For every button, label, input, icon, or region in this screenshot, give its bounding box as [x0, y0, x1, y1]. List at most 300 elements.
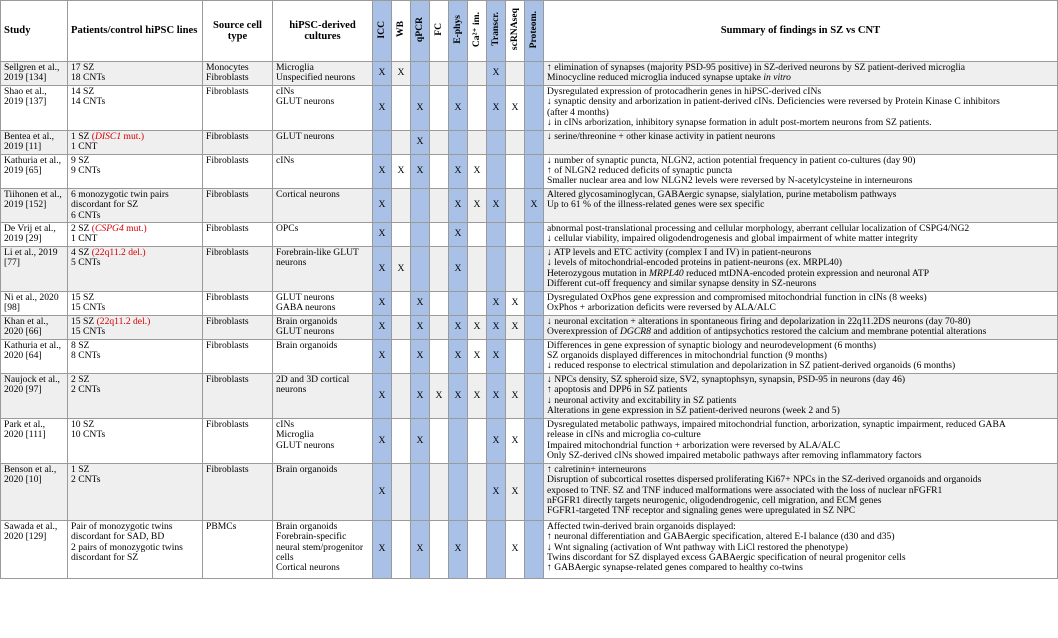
lines-line: discordant for SZ — [71, 551, 139, 563]
study-cell — [1, 188, 68, 222]
method-ca-imaging-cell — [468, 463, 487, 520]
cultures-line: GLUT neurons — [276, 326, 335, 338]
study-line: [98] — [4, 302, 20, 314]
cultures-line: cells — [276, 551, 294, 563]
method-ca-imaging-cell: X — [468, 188, 487, 222]
summary-line: Dysregulated OxPhos gene expression and compromised mitochondrial function in cINs (8 weeks) — [547, 291, 927, 303]
summary-line: Impaired mitochondrial function + arborization were reversed by ALA/ALC — [547, 439, 841, 451]
study-cell — [1, 291, 68, 315]
summary-line: ↓ neuronal excitation + alterations in spontaneous firing and depolarization in 22q11.2DS neurons (day 70-80) — [547, 315, 971, 327]
lines-line: 2 CNTs — [71, 384, 101, 396]
study-cell — [1, 418, 68, 463]
method-ca-imaging-cell — [468, 520, 487, 578]
lines-cell — [68, 463, 203, 520]
method-wb-cell: X — [392, 246, 411, 291]
summary-line: release in cINs and microglia co-culture — [547, 429, 701, 441]
study-line: 2019 [134] — [4, 72, 47, 84]
lines-line: 1 SZ — [71, 463, 90, 475]
method-scrnaseq-cell — [506, 246, 525, 291]
summary-line: Overexpression of DGCR8 and addition of antipsychotics restored the calcium and membrane potential alterations — [547, 326, 987, 338]
lines-cell — [68, 418, 203, 463]
method-proteom-cell — [525, 339, 544, 373]
method-wb-cell: X — [392, 154, 411, 188]
summary-line: ↑ apoptosis and DPP6 in SZ patients — [547, 384, 688, 396]
method-transcr-cell: X — [487, 463, 506, 520]
method-scrnaseq-cell — [506, 339, 525, 373]
summary-cell — [544, 339, 1058, 373]
source-line: Fibroblasts — [206, 188, 249, 200]
table-row — [1, 418, 1058, 463]
method-qpcr-cell: X — [411, 154, 430, 188]
table-row — [1, 130, 1058, 154]
method-fc-cell — [430, 418, 449, 463]
method-fc-cell: X — [430, 373, 449, 418]
method-transcr-cell: X — [487, 188, 506, 222]
lines-line: 1 SZ (DISC1 mut.) — [71, 130, 145, 142]
source-line: Fibroblasts — [206, 291, 249, 303]
method-wb-cell — [392, 418, 411, 463]
method-icc-cell: X — [373, 339, 392, 373]
cultures-cell — [273, 463, 373, 520]
lines-line: 5 CNTs — [71, 257, 101, 269]
method-transcr-cell: X — [487, 418, 506, 463]
lines-line: 15 SZ (22q11.2 del.) — [71, 315, 151, 327]
lines-line: 14 CNTs — [71, 96, 106, 108]
study-line: Kathuria et al., — [4, 154, 62, 166]
header-method-transcr: Transcr. — [487, 1, 506, 62]
source-line: Fibroblasts — [206, 418, 249, 430]
lines-cell — [68, 315, 203, 339]
study-line: Ni et al., 2020 — [4, 291, 59, 303]
method-proteom-cell — [525, 520, 544, 578]
table-row — [1, 339, 1058, 373]
study-line: 2019 [11] — [4, 141, 42, 153]
method-proteom-cell: X — [525, 188, 544, 222]
method-proteom-cell — [525, 373, 544, 418]
study-line: Khan et al., — [4, 315, 49, 327]
study-line: Benson et al., — [4, 463, 57, 475]
study-cell — [1, 373, 68, 418]
source-line: Fibroblasts — [206, 154, 249, 166]
summary-line: Twins discordant for SZ displayed excess GABAergic specification of neural progenitor cells — [547, 551, 906, 563]
source-cell — [203, 373, 273, 418]
method-icc-cell: X — [373, 85, 392, 130]
method-icc-cell: X — [373, 188, 392, 222]
summary-line: ↑ GABAergic synapse-related genes compared to healthy co-twins — [547, 562, 803, 574]
summary-line: SZ organoids displayed differences in mitochondrial function (9 months) — [547, 349, 827, 361]
lines-line: discordant for SAD, BD — [71, 531, 165, 543]
method-fc-cell — [430, 315, 449, 339]
method-ephys-cell: X — [449, 85, 468, 130]
method-transcr-cell: X — [487, 315, 506, 339]
cultures-cell — [273, 339, 373, 373]
method-ephys-cell: X — [449, 520, 468, 578]
cultures-cell — [273, 188, 373, 222]
study-line: 2020 [97] — [4, 384, 42, 396]
study-cell — [1, 463, 68, 520]
lines-cell — [68, 373, 203, 418]
summary-line: ↓ number of synaptic puncta, NLGN2, action potential frequency in patient co-cultures (day 90) — [547, 154, 916, 166]
method-scrnaseq-cell: X — [506, 463, 525, 520]
cultures-line: GLUT neurons — [276, 439, 335, 451]
lines-line: 2 pairs of monozygotic twins — [71, 541, 183, 553]
cultures-line: Brain organoids — [276, 315, 338, 327]
method-qpcr-cell — [411, 463, 430, 520]
method-ca-imaging-cell — [468, 223, 487, 247]
summary-line: ↓ cellular viability, impaired oligodendrogenesis and global impairment of white matter integrity — [547, 233, 918, 245]
method-transcr-cell — [487, 130, 506, 154]
table-row — [1, 291, 1058, 315]
method-transcr-cell: X — [487, 85, 506, 130]
summary-line: Altered glycosaminoglycan, GABAergic synapse, sialylation, purine metabolism pathways — [547, 188, 897, 200]
method-proteom-cell — [525, 291, 544, 315]
study-line: 2019 [29] — [4, 233, 42, 245]
method-ephys-cell: X — [449, 246, 468, 291]
lines-line: 1 CNT — [71, 141, 98, 153]
highlight-mutation: (CSPG4 mut.) — [91, 223, 147, 235]
method-qpcr-cell: X — [411, 373, 430, 418]
study-cell — [1, 520, 68, 578]
method-fc-cell — [430, 339, 449, 373]
source-line: Fibroblasts — [206, 246, 249, 258]
highlight-mutation: (DISC1 mut.) — [91, 130, 145, 142]
table-body — [1, 62, 1058, 579]
method-qpcr-cell: X — [411, 85, 430, 130]
method-fc-cell — [430, 291, 449, 315]
cultures-line: cINs — [276, 154, 295, 166]
summary-line: ↓ NPCs density, SZ spheroid size, SV2, synaptophsyn, synapsin, PSD-95 in neurons (day 46) — [547, 373, 906, 385]
summary-line: ↓ levels of mitochondrial-encoded proteins in patient-neurons (ex. MRPL40) — [547, 257, 842, 269]
study-line: Li et al., 2019 — [4, 246, 58, 258]
method-proteom-cell — [525, 154, 544, 188]
summary-line: ↓ synaptic density and arborization in patient-derived cINs. Deficiencies were reversed by Protein Kinase C inhibitors — [547, 96, 1000, 108]
source-cell — [203, 62, 273, 86]
study-line: Tiihonen et al., — [4, 188, 62, 200]
study-line: 2020 [129] — [4, 531, 47, 543]
method-ca-imaging-cell: X — [468, 373, 487, 418]
method-scrnaseq-cell — [506, 62, 525, 86]
method-ephys-cell: X — [449, 154, 468, 188]
study-cell — [1, 246, 68, 291]
method-wb-cell — [392, 130, 411, 154]
method-ca-imaging-cell: X — [468, 154, 487, 188]
method-scrnaseq-cell: X — [506, 373, 525, 418]
header-lines: Patients/control hiPSC lines — [68, 1, 203, 62]
lines-line: Pair of monozygotic twins — [71, 520, 173, 532]
method-proteom-cell — [525, 463, 544, 520]
study-line: Sellgren et al., — [4, 62, 60, 73]
summary-cell — [544, 463, 1058, 520]
cultures-line: Brain organoids — [276, 339, 338, 351]
summary-line: Dysregulated metabolic pathways, impaired mitochondrial function, arborization, synaptic impairment, reduced GABA — [547, 418, 1006, 430]
lines-line: 6 CNTs — [71, 209, 101, 221]
study-line: Kathuria et al., — [4, 339, 62, 351]
lines-cell — [68, 246, 203, 291]
method-icc-cell: X — [373, 154, 392, 188]
study-line: Sawada et al., — [4, 520, 58, 532]
study-line: 2020 [66] — [4, 326, 42, 338]
method-ca-imaging-cell — [468, 246, 487, 291]
cultures-line: GLUT neurons — [276, 130, 335, 142]
summary-line: ↓ ATP levels and ETC activity (complex I and IV) in patient-neurons — [547, 246, 812, 258]
source-cell — [203, 246, 273, 291]
source-cell — [203, 520, 273, 578]
highlight-mutation: (22q11.2 del.) — [96, 315, 151, 327]
source-cell — [203, 339, 273, 373]
method-proteom-cell — [525, 62, 544, 86]
method-scrnaseq-cell — [506, 154, 525, 188]
summary-cell — [544, 154, 1058, 188]
summary-line: ↓ serine/threonine + other kinase activity in patient neurons — [547, 130, 776, 142]
cultures-cell — [273, 130, 373, 154]
summary-line: OxPhos + arborization deficits were reversed by ALA/ALC — [547, 302, 776, 314]
cultures-cell — [273, 315, 373, 339]
table-row — [1, 463, 1058, 520]
table-row — [1, 520, 1058, 578]
source-line: Fibroblasts — [206, 130, 249, 142]
method-wb-cell — [392, 339, 411, 373]
summary-cell — [544, 223, 1058, 247]
summary-line: Smaller nuclear area and low NLGN2 levels were reversed by N-acetylcysteine in interneurons — [547, 175, 913, 187]
method-wb-cell — [392, 520, 411, 578]
cultures-line: neural stem/progenitor — [276, 541, 364, 553]
lines-line: 18 CNTs — [71, 72, 106, 84]
method-fc-cell — [430, 463, 449, 520]
study-cell — [1, 130, 68, 154]
study-line: 2020 [64] — [4, 349, 42, 361]
summary-line: ↑ neuronal differentiation and GABAergic specification, altered E-I balance (d30 and d35) — [547, 531, 895, 543]
method-scrnaseq-cell: X — [506, 291, 525, 315]
method-scrnaseq-cell — [506, 223, 525, 247]
summary-cell — [544, 520, 1058, 578]
method-ephys-cell: X — [449, 223, 468, 247]
method-transcr-cell — [487, 223, 506, 247]
summary-line: Different cut-off frequency and similar synapse density in SZ-neurons — [547, 278, 817, 290]
cultures-line: Cortical neurons — [276, 562, 340, 574]
summary-line: abnormal post-translational processing and cellular morphology, aberrant cellular localization of CSPG4/NG2 — [547, 223, 970, 235]
source-cell — [203, 291, 273, 315]
source-cell — [203, 223, 273, 247]
method-qpcr-cell: X — [411, 418, 430, 463]
lines-line: 10 CNTs — [71, 429, 106, 441]
source-cell — [203, 315, 273, 339]
source-cell — [203, 85, 273, 130]
lines-line: 2 SZ (CSPG4 mut.) — [71, 223, 147, 235]
header-method-icc: ICC — [373, 1, 392, 62]
lines-line: 9 SZ — [71, 154, 90, 166]
summary-line: Affected twin-derived brain organoids displayed: — [547, 520, 736, 532]
source-line: Fibroblasts — [206, 373, 249, 385]
lines-line: 1 CNT — [71, 233, 98, 245]
summary-line: Heterozygous mutation in MRPL40 reduced mtDNA-encoded protein expression and neuronal ATP — [547, 267, 930, 279]
cultures-line: Unspecified neurons — [276, 72, 356, 84]
method-wb-cell: X — [392, 62, 411, 86]
summary-line: ↓ Wnt signaling (activation of Wnt pathway with LiCl restored the phenotype) — [547, 541, 848, 553]
method-ca-imaging-cell — [468, 85, 487, 130]
header-row — [1, 1, 1058, 62]
study-line: [77] — [4, 257, 20, 269]
cultures-line: neurons — [276, 384, 307, 396]
summary-cell — [544, 62, 1058, 86]
cultures-cell — [273, 520, 373, 578]
summary-line: ↓ reduced response to electrical stimulation and depolarization in SZ patient-derived organoids (6 months) — [547, 360, 956, 372]
cultures-cell — [273, 154, 373, 188]
method-fc-cell — [430, 154, 449, 188]
method-ca-imaging-cell — [468, 62, 487, 86]
method-ephys-cell — [449, 130, 468, 154]
header-method-ca-imaging: Ca²⁺ im. — [468, 1, 487, 62]
summary-line: Alterations in gene expression in SZ patient-derived neurons (week 2 and 5) — [547, 404, 840, 416]
method-transcr-cell: X — [487, 62, 506, 86]
method-icc-cell: X — [373, 520, 392, 578]
method-proteom-cell — [525, 130, 544, 154]
lines-line: 14 SZ — [71, 85, 95, 97]
table-row — [1, 62, 1058, 86]
study-line: De Vrij et al., — [4, 223, 56, 235]
method-fc-cell — [430, 130, 449, 154]
cultures-line: 2D and 3D cortical — [276, 373, 350, 385]
header-source: Source cell type — [203, 1, 273, 62]
method-proteom-cell — [525, 418, 544, 463]
method-icc-cell: X — [373, 315, 392, 339]
source-line: Fibroblasts — [206, 339, 249, 351]
summary-line: Dysregulated expression of protocadherin genes in hiPSC-derived cINs — [547, 85, 822, 97]
method-icc-cell: X — [373, 373, 392, 418]
study-line: 2019 [65] — [4, 165, 42, 177]
study-cell — [1, 85, 68, 130]
lines-line: 2 SZ — [71, 373, 90, 385]
cultures-line: Brain organoids — [276, 463, 338, 475]
method-qpcr-cell — [411, 223, 430, 247]
header-method-qpcr: qPCR — [411, 1, 430, 62]
method-wb-cell — [392, 315, 411, 339]
lines-line: 10 SZ — [71, 418, 95, 430]
summary-cell — [544, 291, 1058, 315]
lines-line: 17 SZ — [71, 62, 95, 73]
lines-line: 15 SZ — [71, 291, 95, 303]
summary-line: Differences in gene expression of synaptic biology and neurodevelopment (6 months) — [547, 339, 877, 351]
study-cell — [1, 339, 68, 373]
method-icc-cell: X — [373, 62, 392, 86]
method-proteom-cell — [525, 85, 544, 130]
summary-line: FGFR1-targeted TNF receptor and signaling genes were upregulated in SZ NPC — [547, 505, 856, 517]
study-cell — [1, 315, 68, 339]
cultures-line: cINs — [276, 418, 295, 430]
method-qpcr-cell — [411, 188, 430, 222]
method-scrnaseq-cell: X — [506, 520, 525, 578]
highlight-mutation: (22q11.2 del.) — [91, 246, 146, 258]
method-wb-cell — [392, 85, 411, 130]
study-line: 2020 [10] — [4, 474, 42, 486]
study-line: Shao et al., — [4, 85, 47, 97]
method-fc-cell — [430, 188, 449, 222]
method-scrnaseq-cell: X — [506, 418, 525, 463]
summary-line: ↑ calretinin+ interneurons — [547, 463, 647, 475]
method-scrnaseq-cell: X — [506, 85, 525, 130]
method-ephys-cell: X — [449, 188, 468, 222]
study-cell — [1, 154, 68, 188]
lines-cell — [68, 291, 203, 315]
lines-cell — [68, 339, 203, 373]
source-line: Fibroblasts — [206, 85, 249, 97]
method-wb-cell — [392, 291, 411, 315]
method-ephys-cell: X — [449, 373, 468, 418]
method-scrnaseq-cell — [506, 188, 525, 222]
method-fc-cell — [430, 85, 449, 130]
method-wb-cell — [392, 373, 411, 418]
summary-line: Only SZ-derived cINs showed impaired metabolic pathways after removing inflammatory factors — [547, 449, 922, 461]
method-icc-cell — [373, 130, 392, 154]
lines-cell — [68, 130, 203, 154]
method-ca-imaging-cell — [468, 291, 487, 315]
lines-cell — [68, 520, 203, 578]
cultures-line: Microglia — [276, 62, 314, 73]
source-line: Fibroblasts — [206, 72, 249, 84]
header-summary: Summary of findings in SZ vs CNT — [544, 1, 1058, 62]
source-line: Fibroblasts — [206, 223, 249, 235]
method-ephys-cell — [449, 418, 468, 463]
summary-cell — [544, 418, 1058, 463]
method-transcr-cell — [487, 520, 506, 578]
summary-cell — [544, 315, 1058, 339]
summary-line: (after 4 months) — [547, 106, 609, 118]
cultures-line: cINs — [276, 85, 295, 97]
method-ephys-cell: X — [449, 315, 468, 339]
summary-line: Up to 61 % of the illness-related genes were sex specific — [547, 199, 765, 211]
table-row — [1, 373, 1058, 418]
cultures-line: Forebrain-specific — [276, 531, 347, 543]
header-cultures: hiPSC-derived cultures — [273, 1, 373, 62]
method-transcr-cell — [487, 154, 506, 188]
method-transcr-cell: X — [487, 339, 506, 373]
cultures-line: GLUT neurons — [276, 291, 335, 303]
cultures-line: GABA neurons — [276, 302, 336, 314]
cultures-cell — [273, 418, 373, 463]
method-wb-cell — [392, 463, 411, 520]
method-qpcr-cell: X — [411, 291, 430, 315]
method-qpcr-cell: X — [411, 315, 430, 339]
lines-line: 2 CNTs — [71, 474, 101, 486]
summary-cell — [544, 130, 1058, 154]
source-cell — [203, 188, 273, 222]
method-wb-cell — [392, 188, 411, 222]
study-line: 2019 [152] — [4, 199, 47, 211]
source-line: Fibroblasts — [206, 463, 249, 475]
lines-line: 9 CNTs — [71, 165, 101, 177]
lines-cell — [68, 85, 203, 130]
header-study: Study — [1, 1, 68, 62]
method-ca-imaging-cell — [468, 418, 487, 463]
cultures-line: GLUT neurons — [276, 96, 335, 108]
method-qpcr-cell — [411, 62, 430, 86]
method-qpcr-cell: X — [411, 520, 430, 578]
table-row — [1, 246, 1058, 291]
study-line: Bentea et al., — [4, 130, 55, 142]
summary-line: ↑ of NLGN2 reduced deficits of synaptic puncta — [547, 165, 733, 177]
method-ca-imaging-cell: X — [468, 339, 487, 373]
lines-line: 4 SZ (22q11.2 del.) — [71, 246, 146, 258]
method-icc-cell: X — [373, 246, 392, 291]
method-ephys-cell: X — [449, 339, 468, 373]
cultures-line: Cortical neurons — [276, 188, 340, 200]
cultures-line: Brain organoids — [276, 520, 338, 532]
header-method-wb: WB — [392, 1, 411, 62]
method-ephys-cell — [449, 291, 468, 315]
header-method-scrnaseq: scRNAseq — [506, 1, 525, 62]
method-qpcr-cell: X — [411, 130, 430, 154]
cultures-cell — [273, 223, 373, 247]
lines-line: 15 CNTs — [71, 302, 106, 314]
